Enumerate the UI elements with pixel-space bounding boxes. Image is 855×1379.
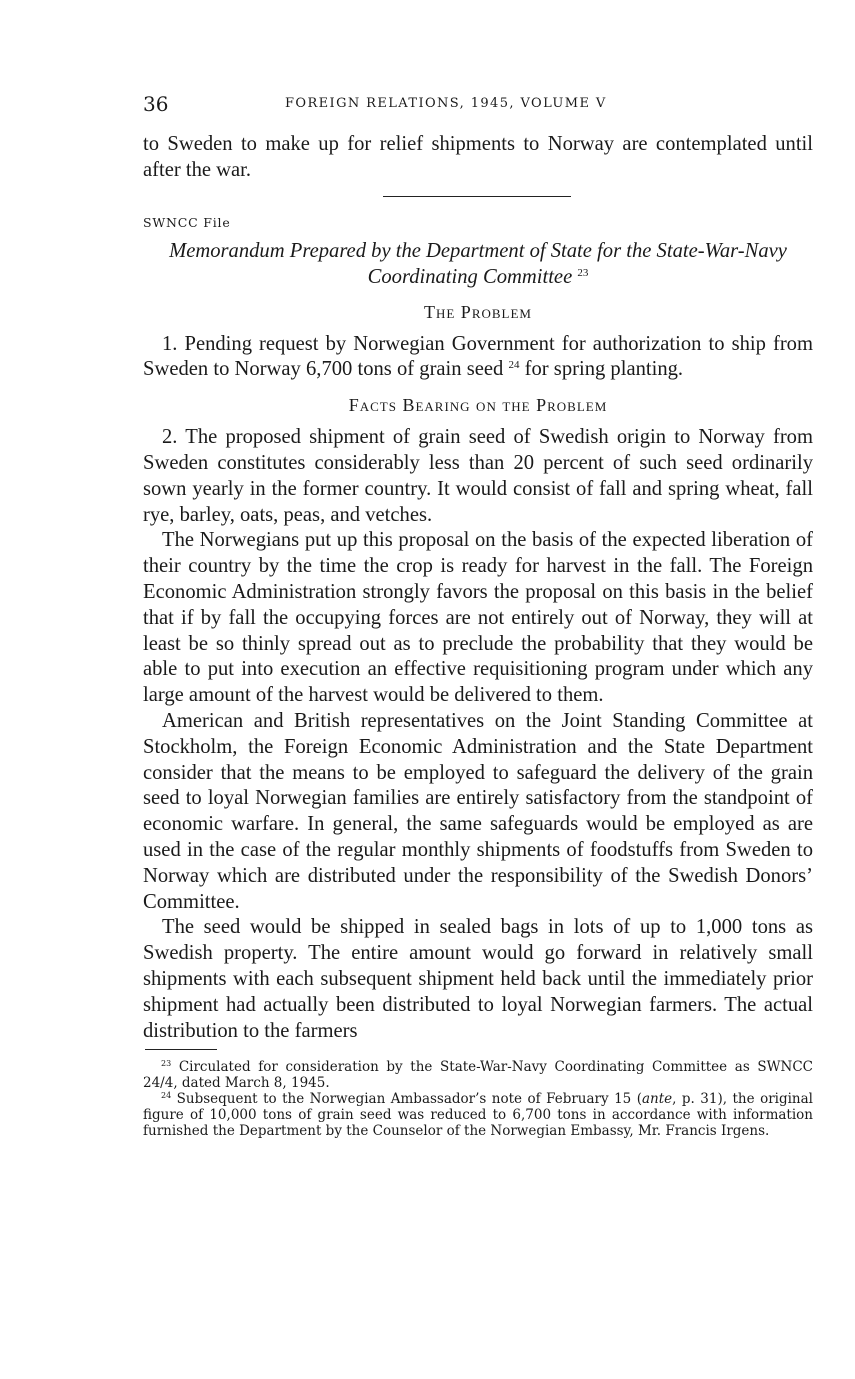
paragraph-3: The Norwegians put up this proposal on the basis of the expected liberation of their country by the time the crop is ready for harvest in the fall. The Foreign Economic Administration strongly favors the proposal on this basis in the belief that if by fall the occupying forces are not entirely out of Norway, they will at least be so thinly spread out as to preclude the probability that they would be able to put into execution an effective requisitioning program under which any large amount of the harvest would be delivered to them. (143, 529, 813, 707)
running-head (143, 88, 813, 118)
source-file-label: SWNCC File (143, 214, 231, 230)
paragraph-1-text-end: for spring planting. (524, 358, 684, 381)
footnote-23-text: Circulated for consideration by the State-War-Navy Coordinating Committee as SWNCC 24/4, dated March 8, 1945. (143, 1059, 813, 1092)
section-heading-problem: The Problem (423, 301, 532, 322)
footnote-24-text-end: , p. 31), the original figure of 10,000 tons of grain seed was reduced to 6,700 tons in accordance with information furnished the Department by the Counselor of the Norwegian Embassy, Mr. Francis Irgens. (143, 1091, 813, 1140)
paragraph-4: American and British representatives on the Joint Standing Committee at Stockholm, the Foreign Economic Administration and the State Department consider that the means to be employed to safeguard the delivery of the grain seed to loyal Norwegian families are entirely satisfactory from the standpoint of economic warfare. In general, the same safeguards would be employed as are used in the case of the regular monthly shipments of foodstuffs from Sweden to Norway which are distributed under the responsibility of the Swedish Donors’ Committee. (143, 709, 813, 913)
document-page (143, 88, 813, 1139)
memorandum-title-text: Memorandum Prepared by the Department of State for the State-War-Navy Coordinating Committee (169, 239, 787, 288)
carryover-paragraph: to Sweden to make up for relief shipments to Norway are contemplated until after the war. (143, 133, 813, 181)
paragraph-1-text-start: 1. Pending request by Norwegian Government for authorization to ship from Sweden to Norway 6,700 tons of grain seed (143, 332, 813, 381)
running-title: FOREIGN RELATIONS, 1945, VOLUME V (285, 96, 607, 111)
footnote-ref-24[interactable]: 24 (508, 359, 520, 372)
footnote-24-text-start: Subsequent to the Norwegian Ambassador’s note of February 15 ( (176, 1091, 642, 1108)
paragraph-1 (143, 332, 813, 384)
section-heading-facts: Facts Bearing on the Problem (348, 395, 608, 416)
footnote-23-number: 23 (161, 1059, 172, 1069)
footnote-ref-23[interactable]: 23 (577, 266, 589, 279)
page-number: 36 (143, 92, 169, 116)
footnote-rule (145, 1049, 217, 1050)
paragraph-2: 2. The proposed shipment of grain seed of Swedish origin to Norway from Sweden constitutes considerably less than 20 percent of such seed ordinarily sown yearly in the former country. It would consist of fall and spring wheat, fall rye, barley, oats, peas, and vetches. (143, 426, 813, 526)
footnotes (143, 1059, 813, 1139)
footnote-24-number: 24 (161, 1091, 172, 1101)
memorandum-title (143, 238, 813, 290)
footnote-23 (143, 1059, 813, 1091)
section-separator (383, 196, 571, 197)
footnote-24-ante: ante (641, 1091, 673, 1108)
paragraph-5: The seed would be shipped in sealed bags in lots of up to 1,000 tons as Swedish property. The entire amount would go forward in relatively small shipments with each subsequent shipment held back until the immediately prior shipment had actually been distributed to loyal Norwegian farmers. The actual distribution to the farmers (143, 916, 813, 1042)
footnote-24 (143, 1091, 813, 1139)
